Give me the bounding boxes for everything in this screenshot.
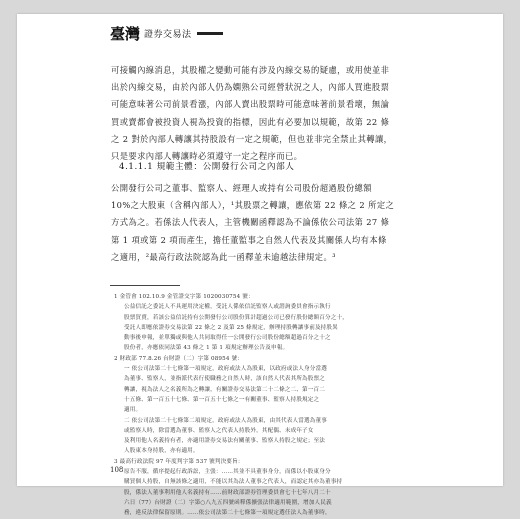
footnote-line: 2 財政部 77.8.26 台財證（二）字第 08954 號： [114,355,243,362]
footnote-line: 股份者，亦應依同法第 43 條之 1 第 1 項規定辦理公告及申報。 [124,345,289,352]
footnote-line: 或監察人時，除當選為董事、監察人之代表人持股外，其配偶、未成年子女 [124,427,314,434]
paragraph-line: 之適用，²最高行政法院認為此一函釋並未逾越法律規定。³ [111,251,336,262]
footnote-line: 股票買賣，若該公益信託持有公開發行公司股份算計超過公司已發行股份總額百分之十， [124,314,349,321]
header-title-small: 證券交易法 [144,29,192,40]
footnote-line: 原告不服，循序提起行政訴訟，主張：……其並不具董事身分，而係以小股東身分 [124,469,331,476]
paragraph-line: 買或賣都會被投資人視為投資的指標，因此有必要加以規範，故第 22 條 [111,116,390,127]
paragraph-line: 方式為之。若係法人代表人，主管機關函釋認為不論係依公司法第 27 條 [111,217,390,228]
footnote-line: 公益信託之委託人不具運用決定權，受託人係依信託監察人或諮詢委員會指示執行 [124,304,331,311]
footnote-line: 適用。 [124,407,142,414]
page-number: 108 [110,466,124,474]
footnote-line: 人股東本身持股，亦有適用。 [124,448,199,455]
footnote-line: 1 金管會 102.10.9 金管證交字第 1020030754 號： [114,294,254,300]
header-title-big: 臺灣 [110,24,141,43]
header-rule [197,32,223,35]
paragraph-2 [111,180,411,266]
footnote-line: 六日（77）台財證（二）字第○八九五四號函釋係擴張法律適用範圍，增加人民義 [124,499,332,506]
paragraph-line: 可能意味著公司前景看漲，內部人賣出股票時可能意味著前景看壞，無論 [111,99,390,110]
footnote-line: 一 依公司法第二十七條第一項規定，政府或法人為股東，以政府或法人身分當選 [124,366,327,373]
footnote-line: 轉讓，視為法人之名義所為之轉讓，有關證券交易法第二十二條之二、第一百二 [124,386,326,393]
footnote-line: 動事後申報，並單獨或與他人共同取得任一公開發行公司股份總額超過百分之十之 [124,335,331,342]
paragraph-line: 10%之大股東（含稱內部人），¹其股票之轉讓，應依第 22 條之 2 所定之 [111,200,395,211]
footnote-line: 購買個人持股，自無該條之適用，不能以其為法人董事之代表人，而認定其亦為董事持 [124,479,343,486]
footnote-line: 務，違反法律保留原則。……依公司法第二十七條第一項規定選任法人為董事時， [124,510,331,517]
paragraph-line: 出於內線交易，由於內部人仍為嫻熟公司經營狀況之人，內部人買進股票 [111,82,390,93]
footnote-separator [110,285,180,286]
footnote-line: 及利用他人名義持有者，亦適用證券交易法有關董事、監察人持股之規定；至法 [124,438,326,445]
footnote-line: 受託人即應依證券交易法第 22 條之 2 及第 25 條規定，辦理持股轉讓事前及持股異 [124,324,338,331]
paragraph-line: 之 2 對於內部人轉讓其持股設有一定之規範，但也並非完全禁止其轉讓， [111,133,393,144]
footnote-line: 十五條、第一百五十七條、第一百五十七條之一有關董事、監察人持股規定之 [124,396,320,403]
paragraph-line: 公開發行公司之董事、監察人、經理人或持有公司股份超過股份總額 [111,183,372,193]
paragraph-line: 可接觸內線消息，其股權之變動可能有涉及內線交易的疑慮，或用使並非 [111,65,390,75]
footnotes [114,292,414,519]
paragraph-line: 第 1 項或第 2 項而產生，擔任董監事之自然人代表及其關係人均有本條 [111,234,387,245]
section-heading: 4.1.1.1 規範主體：公開發行公司之內部人 [119,162,295,172]
paragraph-line: 只是要求內部人轉讓時必須遵守一定之程序而已。 [111,151,303,162]
footnote-line: 3 最高行政法院 97 年度判字第 537 號判決要旨： [114,458,244,465]
footnote-line: 二 依公司法第二十七條第二項規定，政府或法人為股東，由其代表人當選為董事 [124,417,327,424]
footnote-line: 股，係法人董事利用他人名義持有……前財政部證券管理委員會七十七年八月二十 [124,489,331,496]
running-header [110,24,223,42]
footnote-line: 為董事、監察人，並指派代表行使職務之自然人時，該自然人代表其所為股票之 [124,376,326,383]
paragraph-1 [111,62,411,165]
